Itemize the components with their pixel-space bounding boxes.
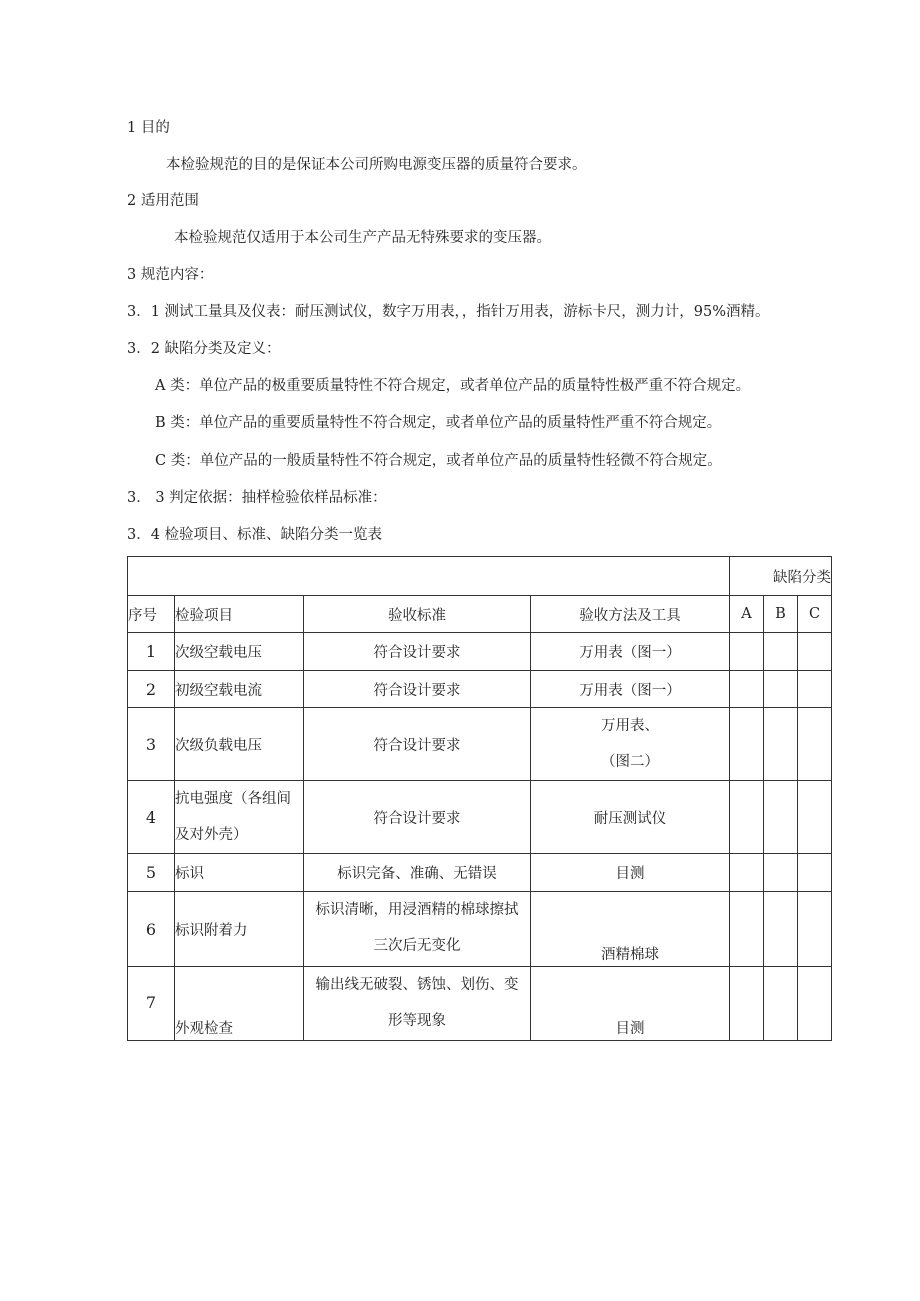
row-item: 次级空载电压: [175, 633, 304, 671]
section-1-title: 1 目的: [127, 120, 170, 136]
row-standard-line-1: 标识清晰，用浸酒精的棉球擦拭: [315, 902, 519, 918]
row-no: 6: [128, 892, 175, 967]
row-c: [798, 708, 832, 781]
row-method: 目测: [531, 967, 730, 1041]
table-row: [128, 633, 832, 671]
row-c: [798, 633, 832, 671]
row-standard: 符合设计要求: [304, 633, 531, 671]
row-method: [531, 708, 730, 781]
row-b: [764, 967, 798, 1041]
section-3-1: 3．1 测试工量具及仪表：耐压测试仪，数字万用表，，指针万用表，游标卡尺，测力计，95%酒精。: [127, 304, 770, 320]
header-no: 序号: [128, 596, 175, 633]
defect-class-header: 缺陷分类: [730, 557, 832, 596]
row-method-line-2: （图二）: [601, 754, 659, 770]
row-no: 5: [128, 854, 175, 892]
section-2-body: 本检验规范仅适用于本公司生产产品无特殊要求的变压器。: [174, 230, 551, 246]
row-a: [730, 671, 764, 708]
row-b: [764, 633, 798, 671]
table-row: [128, 708, 832, 781]
row-method: 万用表（图一）: [531, 671, 730, 708]
row-item: 标识附着力: [175, 892, 304, 967]
row-b: [764, 708, 798, 781]
row-b: [764, 854, 798, 892]
row-item: 外观检查: [175, 967, 304, 1041]
defect-header-row: [128, 557, 832, 596]
row-standard: 标识完备、准确、无错误: [304, 854, 531, 892]
row-standard: [304, 892, 531, 967]
row-a: [730, 967, 764, 1041]
row-no: 4: [128, 781, 175, 854]
row-no: 3: [128, 708, 175, 781]
row-c: [798, 781, 832, 854]
row-standard-line-1: 输出线无破裂、锈蚀、划伤、变: [315, 977, 519, 993]
row-no: 1: [128, 633, 175, 671]
row-method-line-1: 万用表、: [601, 718, 659, 734]
row-item: 标识: [175, 854, 304, 892]
header-b: B: [764, 596, 798, 633]
row-standard: [304, 967, 531, 1041]
class-a-definition: A 类：单位产品的极重要质量特性不符合规定，或者单位产品的质量特性极严重不符合规定。: [155, 378, 751, 394]
row-item: 次级负载电压: [175, 708, 304, 781]
inspection-table: [127, 556, 832, 1041]
row-method: 目测: [531, 854, 730, 892]
table-row: [128, 854, 832, 892]
section-3-4: 3．4 检验项目、标准、缺陷分类一览表: [127, 527, 383, 543]
table-row: [128, 892, 832, 967]
row-no: 2: [128, 671, 175, 708]
row-item: 初级空载电流: [175, 671, 304, 708]
header-a: A: [730, 596, 764, 633]
section-2-title: 2 适用范围: [127, 193, 199, 209]
row-standard-line-2: 三次后无变化: [373, 938, 461, 954]
row-a: [730, 633, 764, 671]
table-row: [128, 967, 832, 1041]
row-item: [175, 781, 304, 854]
row-a: [730, 781, 764, 854]
row-standard: 符合设计要求: [304, 671, 531, 708]
row-b: [764, 671, 798, 708]
row-c: [798, 967, 832, 1041]
section-1-body: 本检验规范的目的是保证本公司所购电源变压器的质量符合要求。: [166, 157, 587, 173]
row-a: [730, 892, 764, 967]
class-b-definition: B 类：单位产品的重要质量特性不符合规定，或者单位产品的质量特性严重不符合规定。: [155, 415, 722, 431]
row-method: 万用表（图一）: [531, 633, 730, 671]
row-a: [730, 708, 764, 781]
section-3-title: 3 规范内容：: [127, 267, 214, 283]
header-c: C: [798, 596, 832, 633]
row-standard: 符合设计要求: [304, 708, 531, 781]
class-c-definition: C 类：单位产品的一般质量特性不符合规定，或者单位产品的质量特性轻微不符合规定。: [155, 453, 722, 469]
row-item-line-2: 及对外壳）: [175, 827, 248, 843]
header-item: 检验项目: [175, 596, 304, 633]
header-row: [128, 596, 832, 633]
row-no: 7: [128, 967, 175, 1041]
header-standard: 验收标准: [304, 596, 531, 633]
row-c: [798, 892, 832, 967]
row-b: [764, 892, 798, 967]
section-3-3: 3． 3 判定依据：抽样检验依样品标准：: [127, 490, 387, 506]
row-c: [798, 671, 832, 708]
row-c: [798, 854, 832, 892]
table-row: [128, 671, 832, 708]
row-method: 耐压测试仪: [531, 781, 730, 854]
header-method: 验收方法及工具: [531, 596, 730, 633]
row-method: 酒精棉球: [531, 892, 730, 967]
row-standard-line-2: 形等现象: [388, 1013, 446, 1029]
row-standard: 符合设计要求: [304, 781, 531, 854]
section-3-2: 3．2 缺陷分类及定义：: [127, 341, 281, 357]
table-row: [128, 781, 832, 854]
row-item-line-1: 抗电强度（各组间: [175, 791, 291, 807]
row-a: [730, 854, 764, 892]
row-b: [764, 781, 798, 854]
